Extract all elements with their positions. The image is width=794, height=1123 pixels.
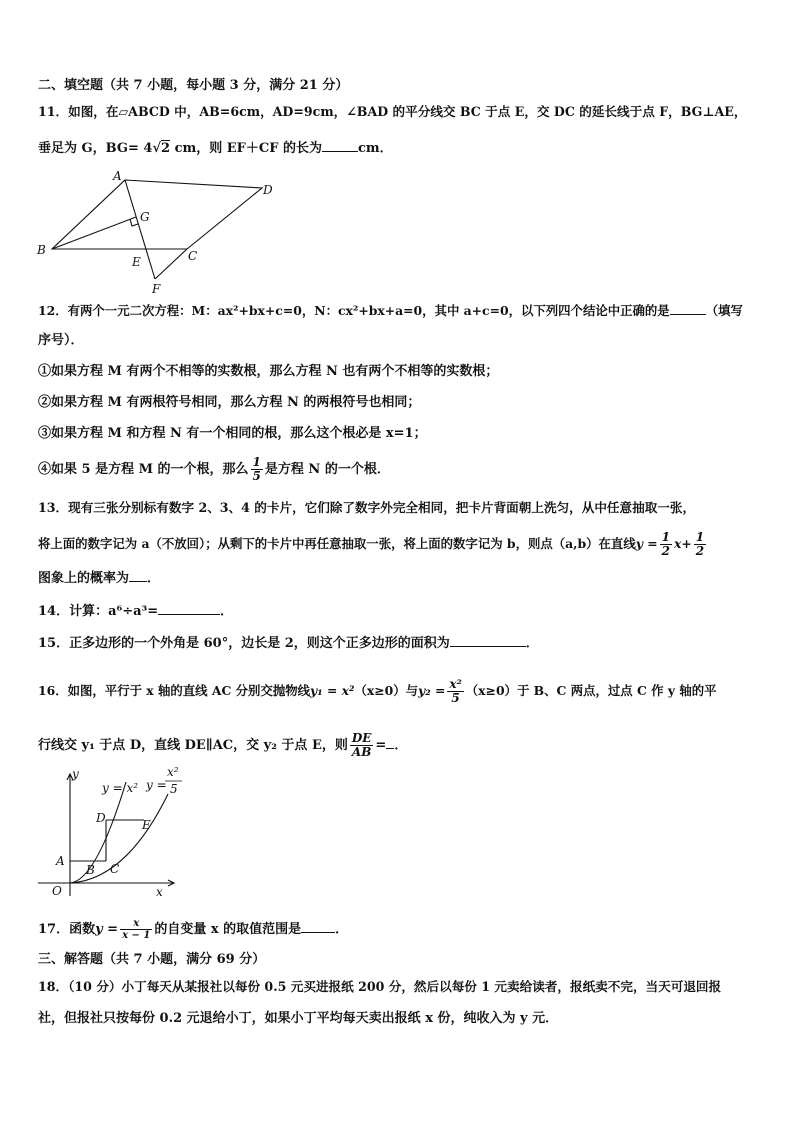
label-origin: O xyxy=(52,884,62,898)
answer-blank[interactable] xyxy=(670,302,706,315)
q11-text-a: 垂足为 G，BG= 4 xyxy=(38,141,153,156)
q11-line1: 11．如图，在▱ABCD 中，AB=6cm，AD=9cm，∠BAD 的平分线交 BC 于点 E，交 DC 的延长线于点 F，BG⊥AE， xyxy=(38,104,747,119)
fraction-half-2: $\frac{1}{2}$ xyxy=(695,530,705,558)
q16-line1: 16．如图，平行于 x 轴的直线 AC 分别交抛物线y₁ = x²（x≥0）与y₂ = $\frac{\text{x²}}{5}$ （x≥0）于 B、C 两点，过点 C 作 y 轴的平 xyxy=(38,677,717,705)
answer-blank[interactable] xyxy=(129,569,147,582)
q12-option-4 xyxy=(38,456,390,483)
q18-line1: 18．（10 分）小丁每天从某报社以每份 0.5 元买进报纸 200 分，然后以每份 1 元卖给读者，报纸卖不完，当天可退回报 xyxy=(38,979,722,994)
q17-text-a: 17．函数 xyxy=(38,922,96,937)
label-c: C xyxy=(110,862,120,876)
q16-text-b: （x≥0）于 B、C 两点，过点 C 作 y 轴的平 xyxy=(465,683,717,698)
q13-text-3: 图象上的概率为 xyxy=(38,571,130,586)
section-3-heading: 三、解答题（共 7 小题，满分 69 分） xyxy=(38,952,266,967)
q13-y: y = xyxy=(635,536,658,551)
q13-x: x+ xyxy=(673,536,692,551)
q16-y1: y₁ = x² xyxy=(310,683,355,698)
label-c: C xyxy=(188,249,198,263)
q12-line1 xyxy=(38,301,743,321)
label-b: B xyxy=(86,863,95,877)
q16-y2: y₂ = xyxy=(418,683,446,698)
q14-text: 14．计算：a⁶÷a³= xyxy=(38,604,159,619)
fraction-one-fifth: $\frac{1}{5}$ xyxy=(252,455,261,483)
q16-line2: 行线交 y₁ 于点 D，直线 DE∥AC，交 y₂ 于点 E，则 $\frac{DE}{AB}$ = ． xyxy=(38,731,408,759)
q17: 17．函数y = $\frac{x}{x - 1}$ 的自变量 x 的取值范围是 ． xyxy=(38,918,349,941)
extension-cf xyxy=(155,249,187,279)
q17-text-b: 的自变量 x 的取值范围是 xyxy=(154,922,302,937)
section-2-heading: 二、填空题（共 7 小题，每小题 3 分，满分 21 分） xyxy=(38,78,349,93)
fraction-half: $\frac{1}{2}$ xyxy=(661,530,670,558)
q11-text-c: cm． xyxy=(358,141,393,156)
q11-text-b: cm，则 EF＋CF 的长为 xyxy=(174,141,322,156)
q15-text: 15．正多边形的一个外角是 60°，边长是 2，则这个正多边形的面积为 xyxy=(38,636,450,651)
q13-line3: 图象上的概率为 ． xyxy=(38,571,161,586)
label-x-axis: x xyxy=(156,885,163,899)
label-e: E xyxy=(132,255,141,269)
q18-line2: 社，但报社只按每份 0.2 元退给小丁，如果小丁平均每天卖出报纸 x 份，纯收入为 y 元． xyxy=(38,1011,559,1026)
label-curve-2-den: 5 xyxy=(170,782,178,796)
q17-y: y = xyxy=(95,922,119,937)
label-d: D xyxy=(96,811,106,825)
q12-option-2: ②如果方程 M 有两根符号相同，那么方程 N 的两根符号也相同； xyxy=(38,395,421,410)
q12-opt4-b: 是方程 N 的一个根． xyxy=(264,462,390,477)
q13-line1: 13．现有三张分别标有数字 2、3、4 的卡片，它们除了数字外完全相同，把卡片背面朝上洗匀，从中任意抽取一张， xyxy=(38,500,696,515)
answer-blank[interactable] xyxy=(322,139,358,152)
label-b: B xyxy=(37,243,46,257)
q12-option-3: ③如果方程 M 和方程 N 有一个相同的根，那么这个根必是 x=1； xyxy=(38,426,427,441)
label-curve-1: y = x² xyxy=(102,781,139,795)
q16-text-c: 行线交 y₁ 于点 D，直线 DE∥AC，交 y₂ 于点 E，则 xyxy=(38,738,348,753)
q13-line2 xyxy=(38,531,708,558)
fraction-x2-over-5: $\frac{\text{x²}}{5}$ xyxy=(449,677,462,705)
q13-text: 将上面的数字记为 a（不放回）；从剩下的卡片中再任意抽取一张，将上面的数字记为 b，则点（a,b）在直线 xyxy=(38,536,636,551)
fraction-x-over-x-minus-1: $\frac{x}{x - 1}$ xyxy=(122,918,151,941)
label-a: A xyxy=(113,169,122,183)
q11-root: 2 xyxy=(160,141,171,156)
answer-blank[interactable] xyxy=(301,920,335,933)
label-curve-2: y = xyxy=(146,778,167,792)
q14: 14．计算：a⁶÷a³= ． xyxy=(38,604,234,619)
label-a: A xyxy=(56,854,65,868)
label-d: D xyxy=(263,183,273,197)
label-curve-2-num: x² xyxy=(167,765,179,779)
label-y-axis: y xyxy=(72,767,79,781)
q16-text-a: 16．如图，平行于 x 轴的直线 AC 分别交抛物线 xyxy=(38,683,311,698)
q12-text-end: （填写 xyxy=(705,303,743,318)
fraction-de-over-ab: $\frac{DE}{AB}$ xyxy=(351,731,372,759)
answer-blank[interactable] xyxy=(450,634,526,647)
label-g: G xyxy=(140,210,150,224)
q12-opt4-a: ④如果 5 是方程 M 的一个根，那么 xyxy=(38,462,249,477)
q12-option-1: ①如果方程 M 有两个不相等的实数根，那么方程 N 也有两个不相等的实数根； xyxy=(38,364,499,379)
q12-text: 12．有两个一元二次方程：M：ax²+bx+c=0，N：cx²+bx+a=0，其中 a+c=0，以下列四个结论中正确的是 xyxy=(38,303,670,318)
sqrt-sign: √ xyxy=(152,141,161,156)
q15: 15．正多边形的一个外角是 60°，边长是 2，则这个正多边形的面积为 ． xyxy=(38,636,539,651)
perpendicular-bg xyxy=(52,217,136,249)
q12-line2: 序号）． xyxy=(38,333,84,348)
parallelogram-abcd xyxy=(52,180,262,249)
q11-line2 xyxy=(38,139,393,159)
q16-parabola-figure xyxy=(34,764,184,900)
answer-blank[interactable] xyxy=(158,602,220,615)
label-f: F xyxy=(152,282,161,296)
q11-parallelogram-figure xyxy=(30,166,290,300)
label-e: E xyxy=(142,818,151,832)
